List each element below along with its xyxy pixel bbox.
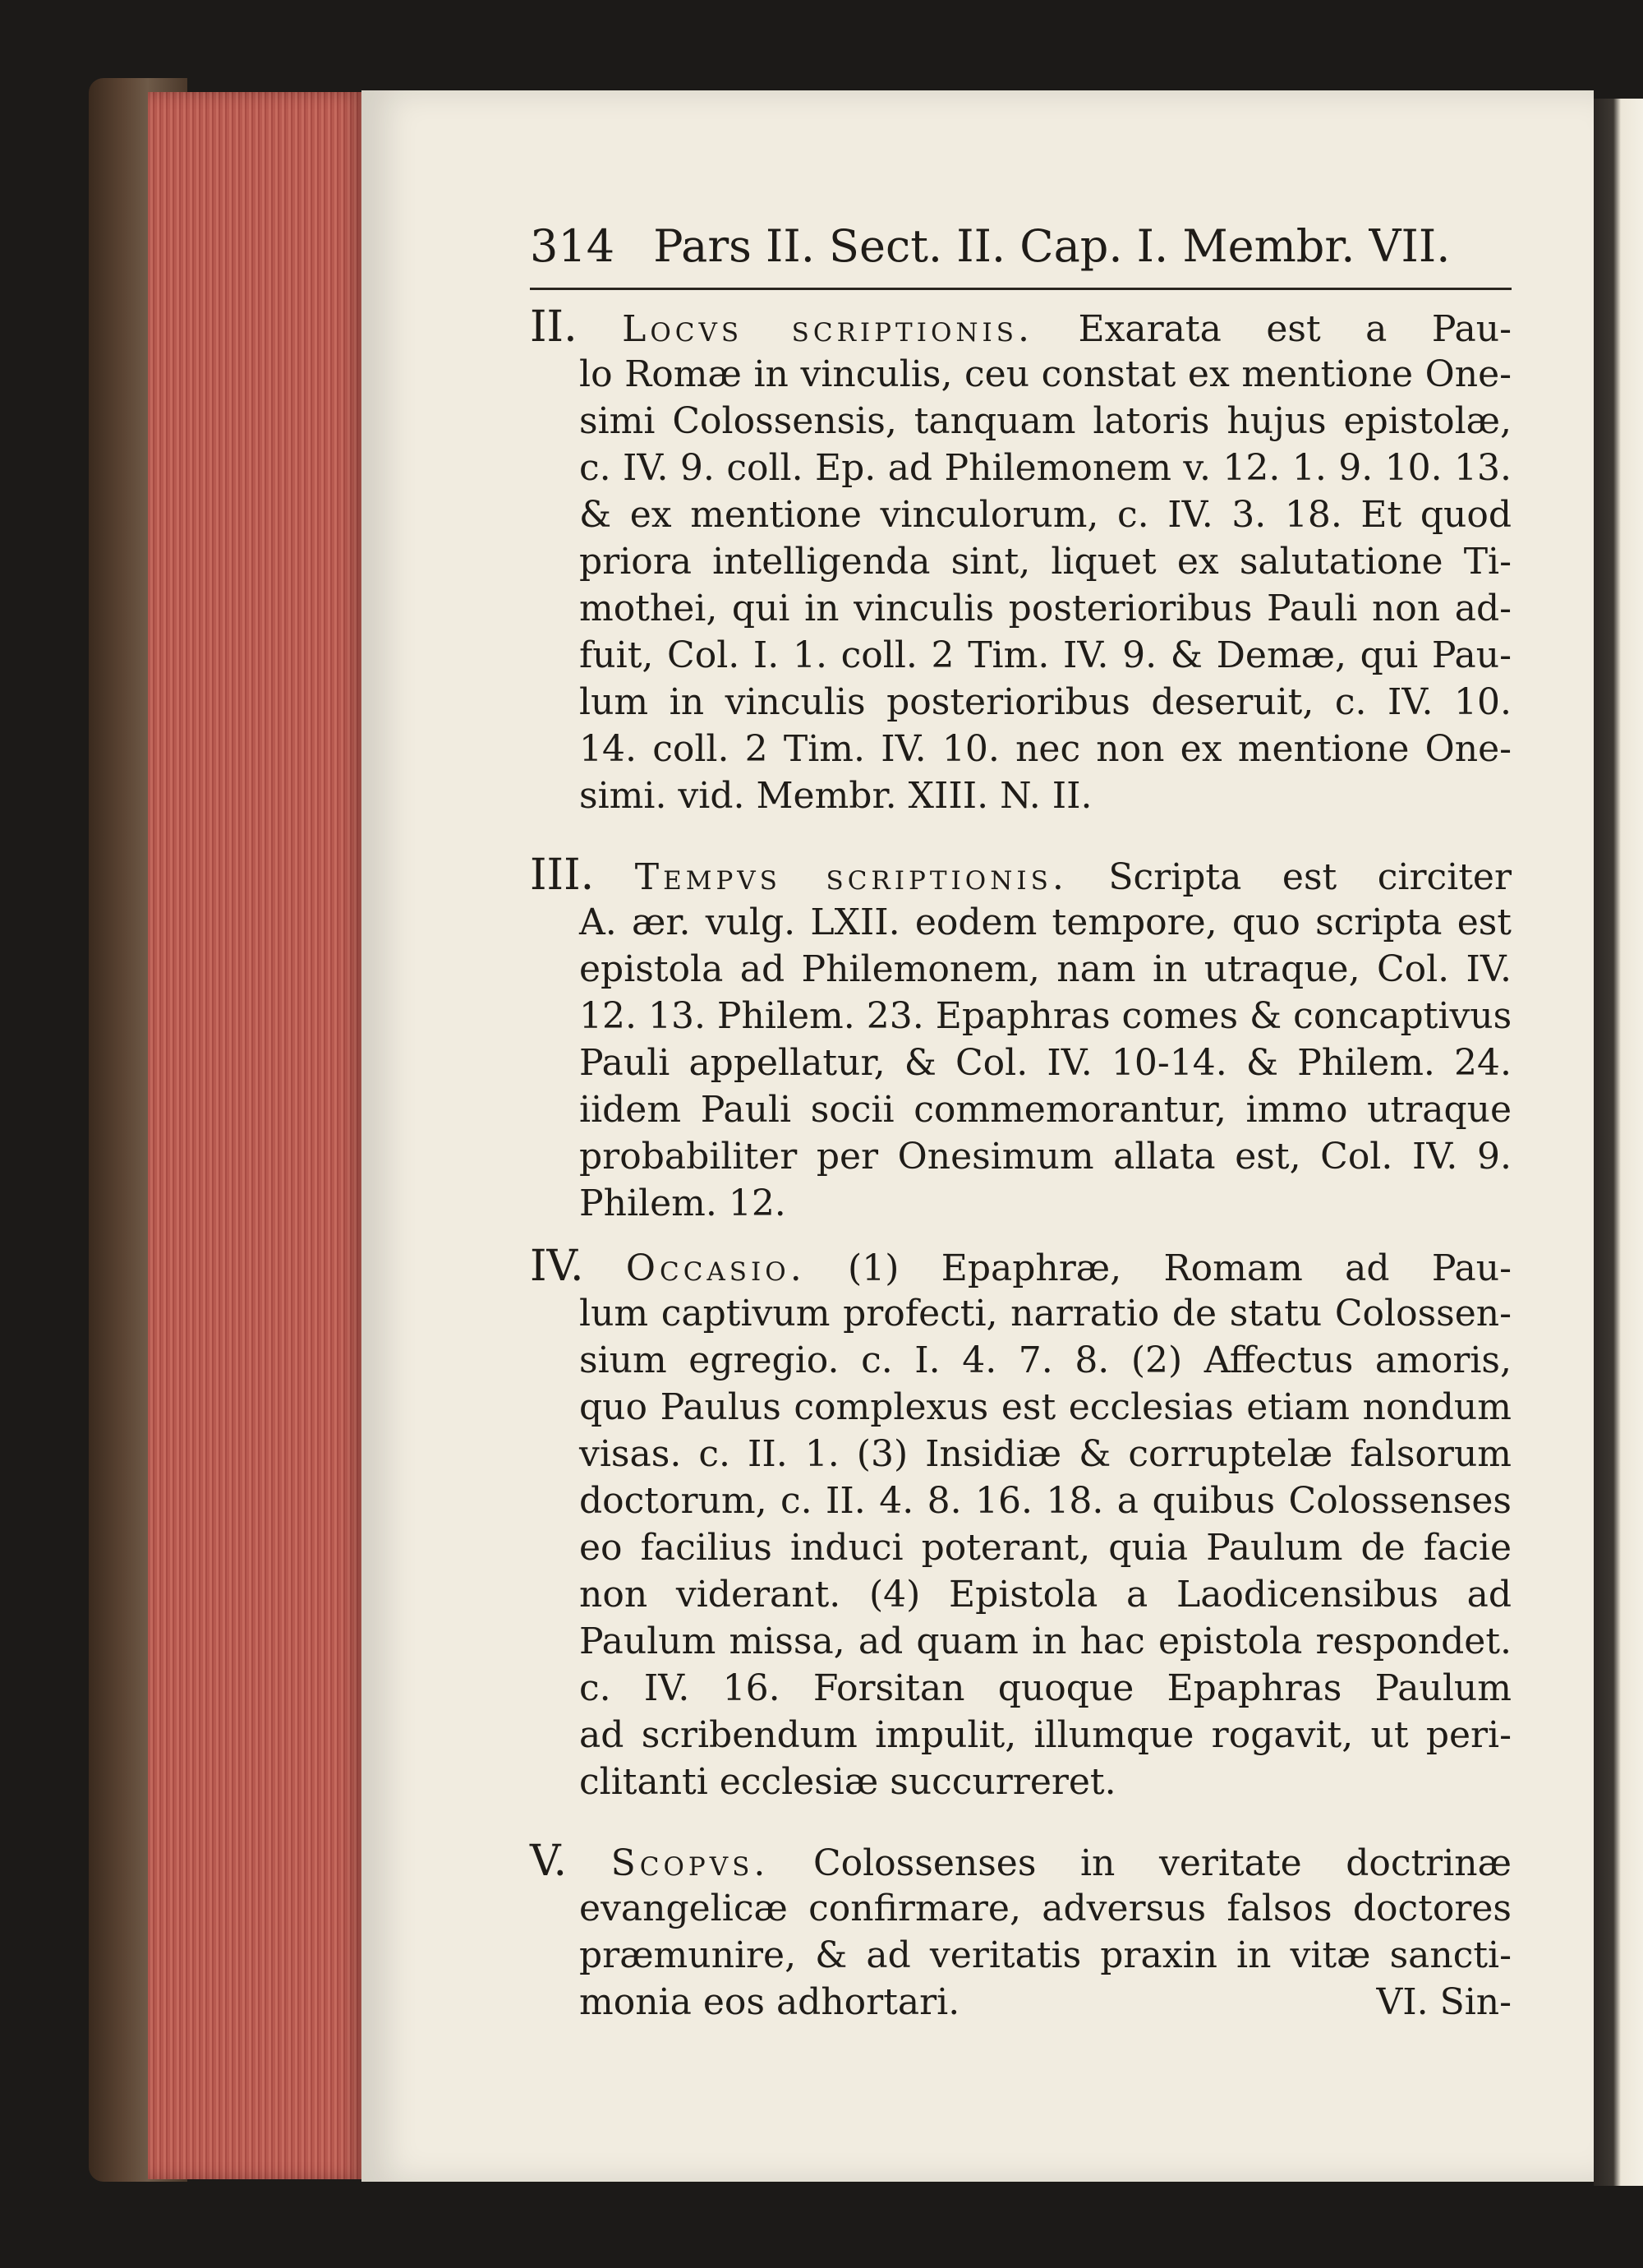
page-edges: [148, 92, 363, 2179]
text-line: doctorum, c. II. 4. 8. 16. 18. a quibus Colossenses: [579, 1480, 1512, 1522]
section-tempus: [530, 852, 1512, 1227]
section-numeral: IV.: [530, 1242, 584, 1291]
text-line: lum captivum profecti, narratio de statu Colossen-: [579, 1293, 1512, 1335]
catchword: VI. Sin-: [1376, 1981, 1512, 2023]
text-line: mothei, qui in vinculis posterioribus Pauli non ad-: [579, 588, 1512, 629]
running-header: [530, 220, 1512, 272]
text-line: c. IV. 9. coll. Ep. ad Philemonem v. 12. 1. 9. 10. 13.: [579, 447, 1512, 489]
text-line: probabiliter per Onesimum allata est, Col. IV. 9.: [579, 1136, 1512, 1178]
running-title: Pars II. Sect. II. Cap. I. Membr. VII.: [653, 220, 1451, 272]
text-line: priora intelligenda sint, liquet ex salutatione Ti-: [579, 541, 1512, 583]
text-line: fuit, Col. I. 1. coll. 2 Tim. IV. 9. & Demæ, qui Pau-: [579, 634, 1512, 676]
text-line: simi Colossensis, tanquam latoris hujus epistolæ,: [579, 400, 1512, 442]
text-line: quo Paulus complexus est ecclesias etiam nondum: [579, 1386, 1512, 1428]
section-heading: Tempvs scriptionis.: [634, 856, 1068, 898]
text-line: non viderant. (4) Epistola a Laodicensibus ad: [579, 1574, 1512, 1616]
text-line: 12. 13. Philem. 23. Epaphras comes & concaptivus: [579, 995, 1512, 1037]
text-line: II. Locvs scriptionis. Exarata est a Pau-: [530, 302, 1512, 352]
text-line: IV. Occasio. (1) Epaphræ, Romam ad Pau-: [530, 1242, 1512, 1291]
text-line: eo facilius induci poterant, quia Paulum de facie: [579, 1527, 1512, 1569]
text-line: III. Tempvs scriptionis. Scripta est circiter: [530, 850, 1512, 900]
body-text: [530, 304, 1512, 2026]
text-line: & ex mentione vinculorum, c. IV. 3. 18. Et quod: [579, 494, 1512, 536]
text-line: simi. vid. Membr. XIII. N. II.: [579, 775, 1093, 817]
text-line: sium egregio. c. I. 4. 7. 8. (2) Affectus amoris,: [579, 1339, 1512, 1381]
section-numeral: III.: [530, 850, 595, 900]
text-line: 14. coll. 2 Tim. IV. 10. nec non ex mentione One-: [579, 728, 1512, 770]
text-line: ad scribendum impulit, illumque rogavit, ut peri-: [579, 1714, 1512, 1756]
text-line: iidem Pauli socii commemorantur, immo utraque: [579, 1089, 1512, 1131]
section-occasio: [530, 1243, 1512, 1805]
text-line: c. IV. 16. Forsitan quoque Epaphras Paulum: [579, 1667, 1512, 1709]
section-scopus: [530, 1838, 1512, 2026]
section-heading: Occasio.: [625, 1247, 806, 1289]
text-line: monia eos adhortari. VI. Sin-: [530, 1979, 1512, 2026]
text-line: Paulum missa, ad quam in hac epistola respondet.: [579, 1620, 1512, 1662]
page-number: 314: [530, 220, 615, 272]
facing-page-edge: [1594, 99, 1643, 2186]
section-locus: [530, 304, 1512, 819]
text-line: V. Scopvs. Colossenses in veritate doctrinæ: [530, 1837, 1512, 1886]
text-line: clitanti ecclesiæ succurreret.: [579, 1761, 1116, 1803]
text-line: Philem. 12.: [579, 1182, 786, 1224]
text-line: evangelicæ confirmare, adversus falsos doctores: [579, 1888, 1512, 1929]
section-numeral: V.: [530, 1837, 567, 1886]
text-line: lo Romæ in vinculis, ceu constat ex mentione One-: [579, 353, 1512, 395]
text-line: præmunire, & ad veritatis praxin in vitæ sancti-: [579, 1934, 1512, 1976]
text-line: Pauli appellatur, & Col. IV. 10-14. & Philem. 24.: [579, 1042, 1512, 1084]
text-line: lum in vinculis posterioribus deseruit, c. IV. 10.: [579, 681, 1512, 723]
header-rule: [530, 288, 1512, 290]
text-line: A. ær. vulg. LXII. eodem tempore, quo scripta est: [579, 901, 1512, 943]
text-line: epistola ad Philemonem, nam in utraque, Col. IV.: [579, 948, 1512, 990]
section-numeral: II.: [530, 302, 578, 352]
section-heading: Locvs scriptionis.: [622, 308, 1033, 350]
text-line: visas. c. II. 1. (3) Insidiæ & corruptelæ falsorum: [579, 1433, 1512, 1475]
section-heading: Scopvs.: [610, 1842, 770, 1884]
